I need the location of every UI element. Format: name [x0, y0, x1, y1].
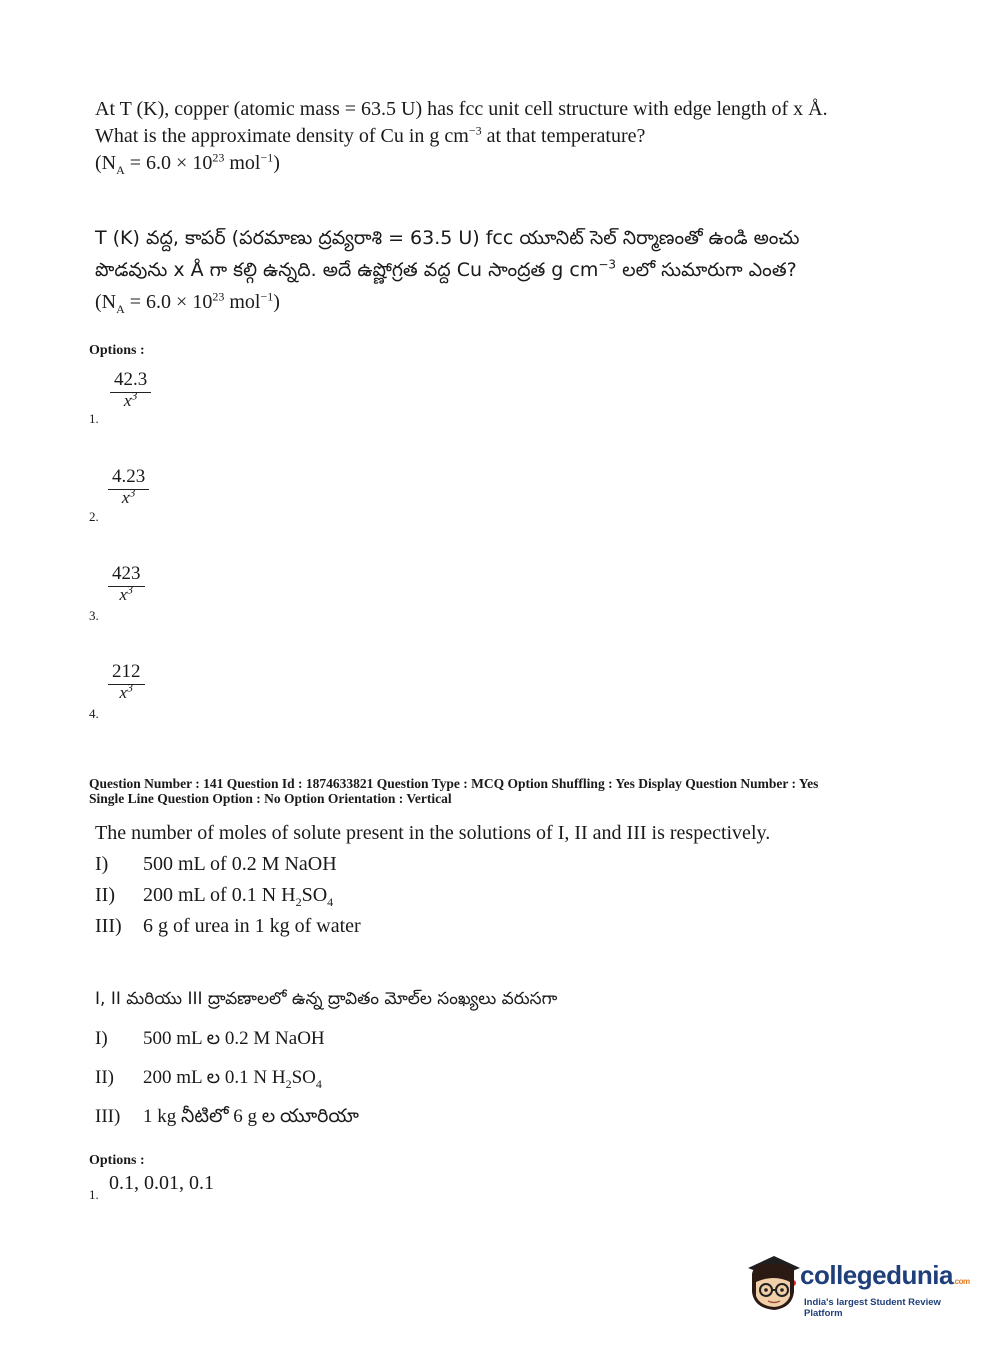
- option-3-fraction[interactable]: [108, 563, 145, 603]
- option-4-number: 4.: [89, 706, 99, 721]
- q1-line2: What is the approximate density of Cu in g $cm^{-3}$ at that temperature?: [95, 123, 646, 147]
- option-4-fraction[interactable]: [108, 661, 145, 701]
- logo-tagline: India's largest Student Review Platform: [804, 1297, 941, 1319]
- option-2-denominator: $x^3$: [121, 485, 136, 507]
- option-4-numerator: 212: [112, 661, 141, 682]
- meta-line1: Question Number : 141 Question Id : 1874633821 Question Type : MCQ Option Shuffling : Yes Display Question Number : Yes: [89, 776, 819, 791]
- question1-telugu: [95, 222, 799, 318]
- question2-english: [95, 818, 770, 942]
- question-meta: [89, 776, 818, 806]
- option-2-fraction[interactable]: [108, 466, 149, 506]
- question1-english: [95, 96, 828, 177]
- q2-te-item-3: III) 1 kg నీటిలో 6 g ల యూరియా: [95, 1106, 359, 1127]
- question2-telugu: [95, 980, 557, 1136]
- q2-item-3: III) 6 g of urea in 1 kg of water: [95, 915, 361, 937]
- option-3-number: 3.: [89, 608, 99, 623]
- avogadro-number: ($N_A = 6.0 \times 10^{23}$ mol$^{-1}$): [95, 150, 280, 177]
- option-3-denominator: $x^3$: [119, 582, 134, 604]
- option-1-number: 1.: [89, 411, 99, 426]
- avogadro-number-te: ($N_A = 6.0 \times 10^{23}$ mol$^{-1}$): [95, 289, 280, 316]
- q2-te-stem: I, II మరియు III ద్రావణాలలో ఉన్న ద్రావితం మోల్‌ల సంఖ్యలు వరుసగా: [95, 989, 558, 1009]
- q1-te-line2: పొడవును x Å గా కల్గి ఉన్నది. అదే ఉష్ణోగ్రత వద్ద Cu సాంద్రత g $cm^{-3}$ లలో సుమారుగా ఎంత?: [95, 257, 797, 281]
- meta-line2: Single Line Question Option : No Option Orientation : Vertical: [89, 791, 452, 806]
- options-label-q2: Options :: [89, 1153, 145, 1168]
- q2-item-1: I) 500 mL of 0.2 M NaOH: [95, 853, 337, 875]
- q2-option-1[interactable]: 0.1, 0.01, 0.1: [109, 1172, 214, 1194]
- q1-te-line1: T (K) వద్ద, కాపర్ (పరమాణు ద్రవ్యరాశి = 63.5 U) fcc యూనిట్ సెల్ నిర్మాణంతో ఉండి అంచు: [95, 227, 800, 249]
- option-1-numerator: 42.3: [114, 369, 148, 390]
- q2-te-item-2: II) 200 mL ల 0.1 N $H_2SO_4$: [95, 1067, 322, 1091]
- mascot-icon: [742, 1252, 802, 1314]
- option-4-denominator: $x^3$: [119, 680, 134, 702]
- option-3-numerator: 423: [112, 563, 141, 584]
- option-2-numerator: 4.23: [112, 466, 146, 487]
- option-1-fraction[interactable]: [110, 369, 151, 409]
- option-1-denominator: $x^3$: [123, 388, 138, 410]
- q2-te-item-1: I) 500 mL ల 0.2 M NaOH: [95, 1028, 325, 1049]
- options-label-q1: Options :: [89, 343, 145, 358]
- q2-item-2: II) 200 mL of 0.1 N $H_2SO_4$: [95, 884, 334, 909]
- q2-stem: The number of moles of solute present in the solutions of I, II and III is respectively.: [95, 822, 771, 844]
- logo-wordmark: collegedunia.com: [800, 1260, 970, 1290]
- q1-line1: At T (K), copper (atomic mass = 63.5 U) has fcc unit cell structure with edge length of x Å.: [95, 98, 828, 120]
- option-2-number: 2.: [89, 509, 99, 524]
- collegedunia-logo: [742, 1252, 972, 1322]
- q2-option-1-number: 1.: [89, 1187, 99, 1202]
